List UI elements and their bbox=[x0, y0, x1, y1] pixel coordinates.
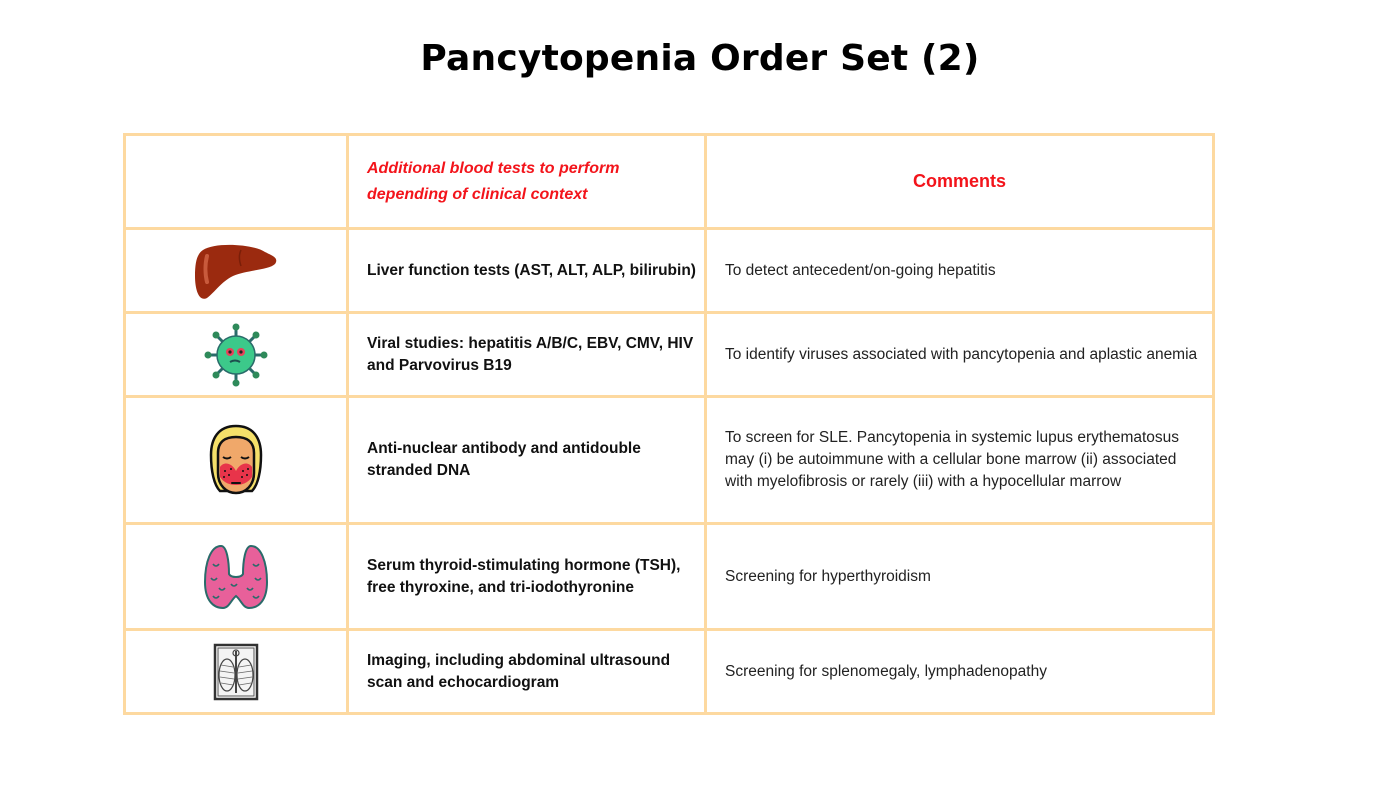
icon-cell bbox=[125, 397, 348, 524]
page-title: Pancytopenia Order Set (2) bbox=[420, 38, 980, 79]
icon-cell bbox=[125, 630, 348, 714]
thyroid-icon bbox=[203, 542, 269, 612]
header-comments: Comments bbox=[706, 135, 1214, 229]
header-tests: Additional blood tests to perform depending of clinical context bbox=[348, 135, 706, 229]
test-comment: Screening for splenomegaly, lymphadenopathy bbox=[706, 630, 1214, 714]
table-row bbox=[125, 229, 1214, 313]
chest-xray-icon bbox=[213, 643, 259, 701]
icon-cell bbox=[125, 524, 348, 630]
test-name: Liver function tests (AST, ALT, ALP, bilirubin) bbox=[348, 229, 706, 313]
table-row bbox=[125, 524, 1214, 630]
icon-cell bbox=[125, 313, 348, 397]
test-comment: To identify viruses associated with pancytopenia and aplastic anemia bbox=[706, 313, 1214, 397]
test-name: Serum thyroid-stimulating hormone (TSH), free thyroxine, and tri-iodothyronine bbox=[348, 524, 706, 630]
table-row bbox=[125, 630, 1214, 714]
lupus-rash-face-icon bbox=[208, 423, 264, 497]
test-name: Imaging, including abdominal ultrasound scan and echocardiogram bbox=[348, 630, 706, 714]
virus-icon bbox=[203, 323, 269, 387]
header-row bbox=[125, 135, 1214, 229]
test-name: Anti-nuclear antibody and antidouble stranded DNA bbox=[348, 397, 706, 524]
order-set-table bbox=[123, 133, 1215, 715]
test-name: Viral studies: hepatitis A/B/C, EBV, CMV, HIV and Parvovirus B19 bbox=[348, 313, 706, 397]
icon-cell bbox=[125, 229, 348, 313]
table-row bbox=[125, 313, 1214, 397]
test-comment: To detect antecedent/on-going hepatitis bbox=[706, 229, 1214, 313]
table-row bbox=[125, 397, 1214, 524]
header-icon-cell bbox=[125, 135, 348, 229]
test-comment: Screening for hyperthyroidism bbox=[706, 524, 1214, 630]
test-comment: To screen for SLE. Pancytopenia in systemic lupus erythematosus may (i) be autoimmune with a cellular bone marrow (ii) associated with myelofibrosis or rarely (iii) with a hypocellular marrow bbox=[706, 397, 1214, 524]
liver-icon bbox=[193, 240, 279, 302]
